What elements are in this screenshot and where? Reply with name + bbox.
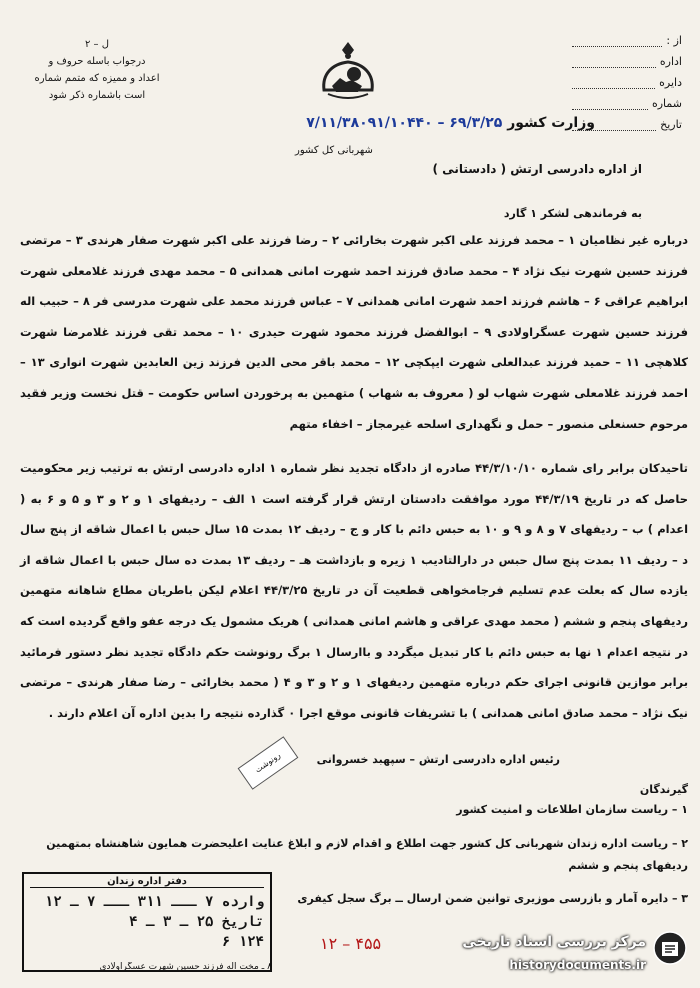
field-date: تاریخ xyxy=(572,118,682,131)
copy-stamp: رونوشت xyxy=(238,736,299,789)
field-number: شماره xyxy=(572,97,682,110)
reply-line-3: است باشماره ذکر شود xyxy=(48,90,146,101)
paragraph-defendants: درباره غیر نظامیان ۱ – محمد فرزند علی اکبر شهرت بخارائی ۲ – رضا فرزند علی اکبر شهرت صفار هرندی ۳ – مرتضی فرزند حسین شهرت نیک نژاد ۴ – محمد صادق فرزند احمد شهرت امانی همدانی ۵ – محمد مهدی فرزند غلامعلی شهرت ابراهیم عراقی ۶ – هاشم فرزند احمد شهرت امانی همدانی ۷ – عباس فرزند محمد علی شهرت مدرسی فر ۸ – حبیب اله فرزند حسین شهرت عسگراولادی ۹ – ابوالفضل فرزند محمود شهرت حیدری ۱۰ – محمد تقی فرزند غلامرضا شهرت کلاهچی ۱۱ – حمید فرزند عبدالعلی شهرت ایپکچی ۱۲ – محمد باقر محی الدین فرزند زین العابدین شهرت انواری ۱۳ – احمد فرزند غلامعلی شهرت شهاب لو ( معروف به شهاب ) متهمین به پرخوردن اساس حکومت – قتل نخست وزیر فقید مرحوم حسنعلی منصور – حمل و نگهداری اسلحه غیرمجاز – اخفاء متهم xyxy=(20,233,689,431)
watermark-title: مرکز بررسی اسناد تاریخی xyxy=(462,934,646,950)
watermark-url: historydocuments.ir xyxy=(509,958,646,972)
recipient-1: ۱ – ریاست سازمان اطلاعات و امنیت کشور xyxy=(456,803,688,816)
ministry-name: وزارت کشور xyxy=(507,115,595,131)
field-from: از : xyxy=(572,34,682,47)
stamp-line-2: تاریخ ۲۵ ـ ۳ ـ ۴ xyxy=(129,914,264,930)
field-department: دایره xyxy=(572,76,682,89)
letter-number: ۶۹/۳/۲۵ – ۷/۱۱/۳۸۰۹۱/۱۰۴۴۰ xyxy=(306,115,503,131)
archive-logo-icon xyxy=(652,930,688,966)
field-office: اداره xyxy=(572,55,682,68)
paragraph-verdict: تاحیدکان برابر رای شماره ۴۴/۳/۱۰/۱۰ صادره از دادگاه تجدید نظر شماره ۱ اداره دادرسی ارتش به ترتیب زیر محکومیت حاصل که در تاریخ ۴۴/۳/۱۹ مورد موافقت دادستان ارتش قرار گرفته است ۱ الف – ردیفهای ۱ و ۲ و ۳ و ۵ و ۶ به ( اعدام ) ب – ردیفهای ۷ و ۸ و ۹ و ۱۰ به حبس دائم با کار و ج – ردیف ۱۲ بمدت ۱۵ سال حبس با اعمال شاقه از پنج سال د – ردیف ۱۱ بمدت پنج سال حبس در دارالتادیب ۱ زیره و بازداشت هـ – ردیف ۱۳ بمدت ده سال حبس با اعمال شاقه از یازده سال که بعلت عدم تسلیم فرجامخواهی قطعیت آن در تاریخ ۴۴/۳/۲۵ اعلام لیکن باطریان مطاع شاهانه متهمین ردیفهای پنجم و ششم ( محمد مهدی عراقی و هاشم امانی همدانی ) هریک مشمول یک درجه عفو واقع گردیده است که در نتیجه اعدام ۱ نها به حبس دائم با کار تبدیل میگردد و باارسال ۱ برگ رونوشت حکم دادگاه تجدید نظر دستور فرمائید برابر موازین قانونی اجرای حکم درباره متهمین ردیفهای ۱ و ۲ و ۳ و ۴ ( محمد بخارائی – رضا صفار هرندی – مرتضی نیک نژاد – محمد صادق امانی همدانی ) با تشریفات قانونی موقع اجرا ۰ گذارده نتیجه را بدین اداره آن اعلام دارند . xyxy=(20,461,689,720)
reply-line-1: درجواب باسله حروف و xyxy=(48,56,146,67)
recipients-heading: گیرندگان xyxy=(639,783,688,796)
reply-line-2: اعداد و ممیزه که متمم شماره xyxy=(34,73,160,84)
signer: رئیس اداره دادرسی ارتش – سپهبد خسروانی xyxy=(316,753,560,766)
form-code: ل – ۲ xyxy=(85,39,109,50)
stamp-line-4: ۸ ـ مخت اله فرزند حسین شهرت عسگراولادی xyxy=(99,962,272,972)
stamp-title: دفتر اداره زندان xyxy=(30,876,264,888)
lion-and-sun-emblem-icon xyxy=(318,40,378,104)
prison-office-stamp xyxy=(22,872,272,972)
recipient-3: ۳ – دایره آمار و بازرسی موزیری توانین ضمن ارسال ــ برگ سجل کیفری xyxy=(297,892,688,905)
stamp-line-3: ۱۲۴ ۶ xyxy=(221,934,264,950)
reply-instructions xyxy=(22,36,172,104)
letter-number-line xyxy=(306,115,595,131)
sub-heading: شهربانی کل کشور xyxy=(295,145,373,156)
handwritten-number: ۱۲ – ۴۵۵ xyxy=(320,934,382,953)
to-line: به فرماندهی لشکر ۱ گارد xyxy=(503,207,642,220)
from-line: از اداره دادرسی ارتش ( دادستانی ) xyxy=(432,162,642,176)
recipient-2: ۲ – ریاست اداره زندان شهربانی کل کشور جهت اطلاع و اقدام لازم و ابلاغ عنایت اعلیحضرت همایون شاهنشاه بمتهمین ردیفهای پنجم و ششم xyxy=(46,837,688,872)
stamp-line-1: وارده ۷ ـــ ۳۱۱ ـــ ۷ ـ ۱۲ xyxy=(44,894,264,910)
